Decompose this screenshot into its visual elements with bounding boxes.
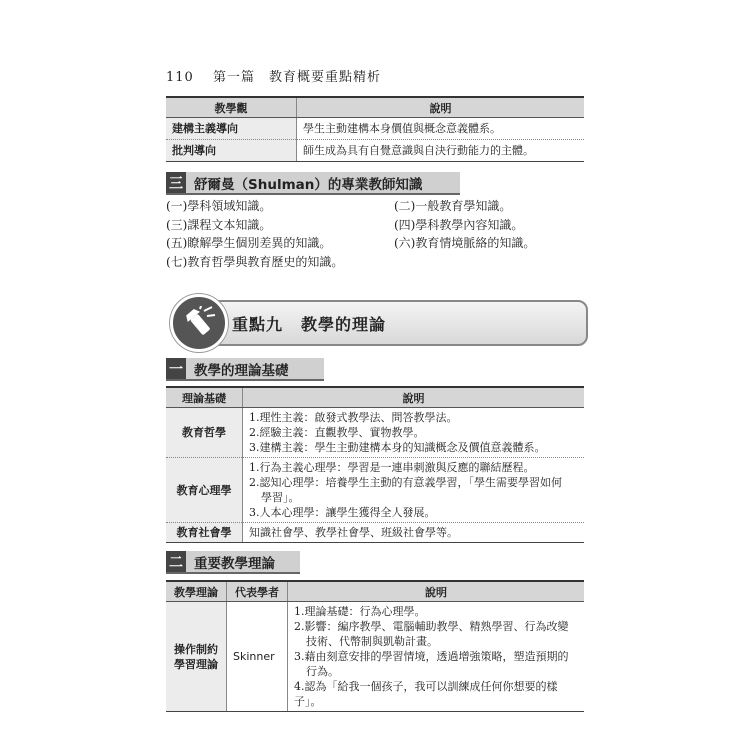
col-header: 說明 [243, 387, 585, 408]
list-item: (二)一般教育學知識。 [394, 199, 512, 213]
row-line: 知識社會學、教學社會學、班級社會學等。 [243, 523, 585, 543]
table-row [166, 408, 584, 458]
row-key: 教育心理學 [166, 458, 243, 523]
row-line: 3.藉由刻意安排的學習情境，透過增強策略，塑造預期的 [294, 650, 569, 663]
col-header: 代表學者 [227, 581, 288, 602]
section-number: 一 [166, 358, 186, 379]
row-line: 4.認為「給我一個孩子，我可以訓練成任何你想要的樣子」。 [294, 680, 558, 708]
list-item: (四)學科教學內容知識。 [394, 217, 524, 232]
row-line: 行為。 [306, 665, 339, 678]
row-line: 2.影響：編序教學、電腦輔助教學、精熟學習、行為改變 [294, 620, 569, 633]
table-row [166, 140, 584, 162]
col-header: 理論基礎 [166, 387, 243, 408]
section-heading-1 [166, 358, 324, 381]
row-key: 操作制約 學習理論 [166, 602, 227, 712]
table-row [166, 602, 584, 712]
list-item: (六)教育情境脈絡的知識。 [394, 236, 536, 250]
table-row [166, 523, 584, 543]
running-header [166, 66, 381, 85]
flashlight-icon [170, 294, 228, 352]
col-header: 說明 [288, 581, 585, 602]
teaching-view-table [166, 96, 584, 162]
row-desc: 學生主動建構本身價值與概念意義體系。 [297, 118, 585, 140]
row-line: 2.認知心理學：培養學生主動的有意義學習，「學生需要學習如何 [249, 476, 562, 489]
section-number: 二 [166, 551, 186, 572]
row-desc: 師生成為具有自覺意識與自決行動能力的主體。 [297, 140, 585, 162]
list-item: (一)學科領域知識。 [166, 199, 272, 213]
list-item: (七)教育哲學與教育歷史的知識。 [166, 254, 344, 269]
row-key: 批判導向 [166, 140, 297, 162]
row-line: 1.理論基礎：行為心理學。 [294, 605, 426, 618]
banner-label: 重點九 [232, 315, 284, 334]
col-header: 說明 [297, 97, 585, 118]
row-line: 1.理性主義：啟發式教學法、問答教學法。 [249, 411, 458, 424]
row-line: 1.行為主義心理學：學習是一連串刺激與反應的聯結歷程。 [249, 461, 535, 474]
table-row [166, 118, 584, 140]
section-title: 舒爾曼（Shulman）的專業教師知識 [194, 176, 423, 193]
section-title: 教學的理論基礎 [194, 362, 289, 379]
row-line: 2.經驗主義：直觀教學、實物教學。 [249, 426, 425, 439]
col-header: 教學觀 [166, 97, 297, 118]
row-line: 3.人本心理學：讓學生獲得全人發展。 [249, 506, 436, 519]
section-number: 三 [166, 172, 186, 193]
row-key: 建構主義導向 [166, 118, 297, 140]
row-key: 教育社會學 [166, 523, 243, 543]
row-key: 教育哲學 [166, 408, 243, 458]
theory-basis-table [166, 386, 584, 543]
table-row [166, 458, 584, 523]
page-number: 110 [166, 70, 194, 85]
chapter-title: 第一篇 教育概要重點精析 [212, 70, 381, 85]
row-line: 技術、代幣制與凱勒計畫。 [306, 635, 438, 648]
row-line: 學習」。 [261, 491, 300, 504]
col-header: 教學理論 [166, 581, 227, 602]
list-item: (三)課程文本知識。 [166, 217, 272, 232]
knowledge-list [166, 197, 586, 271]
row-line: 3.建構主義：學生主動建構本身的知識概念及價值意義體系。 [249, 441, 546, 454]
section-heading-3 [166, 172, 460, 195]
section-heading-2 [166, 551, 300, 574]
teaching-theory-table [166, 580, 584, 712]
section-title: 重要教學理論 [194, 555, 275, 572]
banner-title: 教學的理論 [301, 315, 387, 334]
list-item: (五)瞭解學生個別差異的知識。 [166, 236, 332, 250]
scholar-name: Skinner [227, 602, 288, 712]
key-point-banner [176, 300, 588, 346]
